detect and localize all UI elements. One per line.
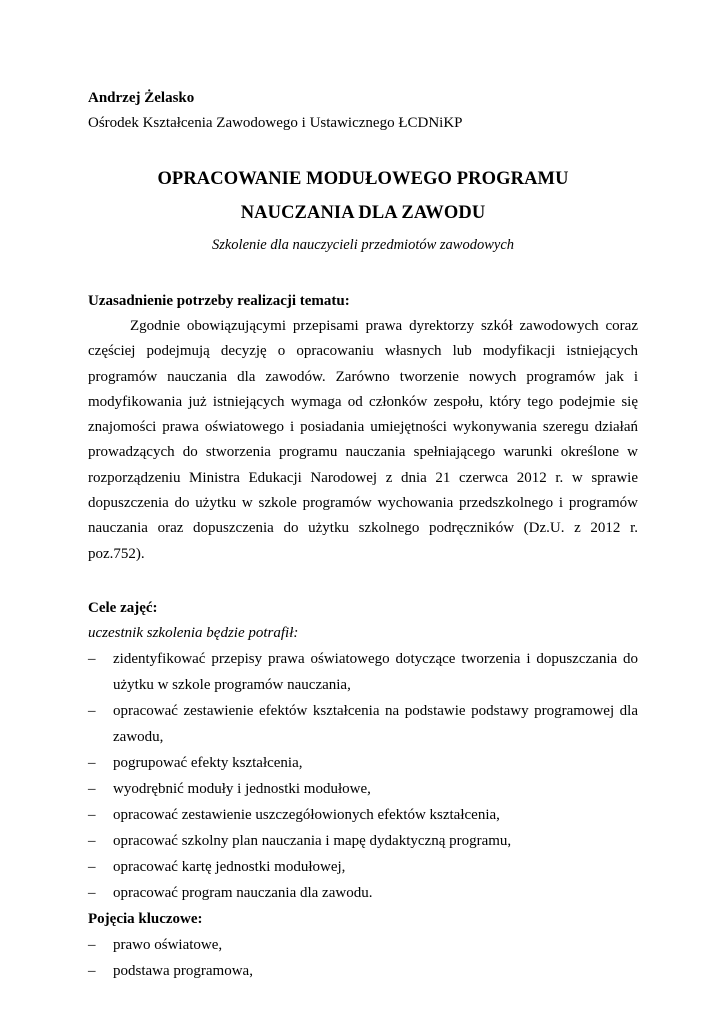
- list-item-text: podstawa programowa,: [113, 962, 253, 979]
- dash-bullet: –: [88, 832, 96, 849]
- document-page: [88, 80, 638, 984]
- list-item-text: pogrupować efekty kształcenia,: [113, 754, 303, 771]
- list-item: [88, 698, 638, 750]
- concepts-heading: Pojęcia kluczowe:: [88, 910, 203, 927]
- dash-bullet: –: [88, 962, 96, 979]
- list-item-text: opracować zestawienie uszczegółowionych efektów kształcenia,: [113, 806, 500, 823]
- justification-paragraph: Zgodnie obowiązującymi przepisami prawa dyrektorzy szkół zawodowych coraz częściej podejmują decyzję o opracowaniu własnych lub modyfikacji istniejących programów nauczania dla zawodów. Zarówno tworzenie nowych programów jak i modyfikowania już istniejących wymaga od członków zespołu, który tego podejmie się znajomości prawa oświatowego i posiadania umiejętności wykonywania szeregu działań prowadzących do stworzenia programu nauczania spełniającego warunki określone w rozporządzeniu Ministra Edukacji Narodowej z dnia 21 czerwca 2012 r. w sprawie dopuszczenia do użytku w szkole programów wychowania przedszkolnego i programów nauczania oraz dopuszczenia do użytku szkolnego podręczników (Dz.U. z 2012 r. poz.752).: [88, 318, 638, 562]
- list-item-text: zidentyfikować przepisy prawa oświatowego dotyczące tworzenia i dopuszczania do użytku w szkole programów nauczania,: [113, 650, 638, 693]
- list-item: [88, 750, 638, 776]
- dash-bullet: –: [88, 806, 96, 823]
- list-item: [88, 776, 638, 802]
- dash-bullet: –: [88, 650, 96, 667]
- title-line-1: OPRACOWANIE MODUŁOWEGO PROGRAMU: [157, 169, 569, 189]
- list-item: [88, 854, 638, 880]
- institution-name: Ośrodek Kształcenia Zawodowego i Ustawicznego ŁCDNiKP: [88, 115, 463, 131]
- author-name: Andrzej Żelasko: [88, 90, 195, 106]
- list-item-text: opracować szkolny plan nauczania i mapę dydaktyczną programu,: [113, 832, 512, 849]
- dash-bullet: –: [88, 780, 96, 797]
- list-item-text: opracować zestawienie efektów kształcenia na podstawie podstawy programowej dla zawodu,: [113, 702, 638, 745]
- justification-heading: Uzasadnienie potrzeby realizacji tematu:: [88, 293, 350, 309]
- goals-heading: Cele zajęć:: [88, 599, 158, 616]
- document-subtitle: Szkolenie dla nauczycieli przedmiotów zawodowych: [211, 237, 515, 253]
- title-line-2: NAUCZANIA DLA ZAWODU: [240, 203, 486, 223]
- goals-intro: uczestnik szkolenia będzie potrafił:: [88, 624, 299, 641]
- list-item-text: opracować program nauczania dla zawodu.: [113, 884, 373, 901]
- list-item: [88, 958, 638, 984]
- list-item-text: wyodrębnić moduły i jednostki modułowe,: [113, 780, 371, 797]
- list-item-text: opracować kartę jednostki modułowej,: [113, 858, 346, 875]
- dash-bullet: –: [88, 702, 96, 719]
- list-item: [88, 646, 638, 698]
- dash-bullet: –: [88, 754, 96, 771]
- list-item: [88, 828, 638, 854]
- list-item: [88, 880, 638, 906]
- list-item-text: prawo oświatowe,: [113, 936, 223, 953]
- goals-list: [88, 646, 638, 906]
- dash-bullet: –: [88, 858, 96, 875]
- dash-bullet: –: [88, 936, 96, 953]
- list-item: [88, 802, 638, 828]
- concepts-list: [88, 932, 638, 984]
- list-item: [88, 932, 638, 958]
- document-title: [88, 162, 638, 230]
- dash-bullet: –: [88, 884, 96, 901]
